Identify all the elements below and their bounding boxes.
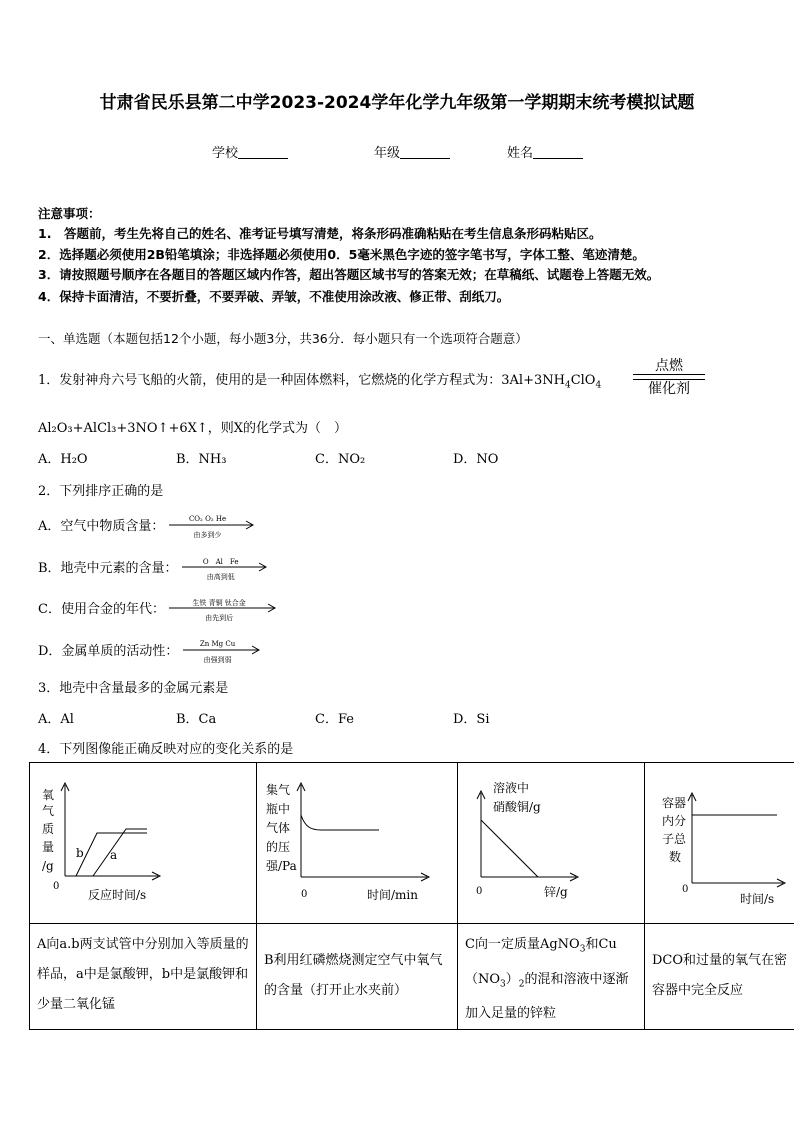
caption-c-sub: 3 xyxy=(579,944,586,955)
grade-field xyxy=(374,142,450,161)
grade-label: 年级 xyxy=(374,146,401,161)
arrow-top-text: Zn Mg Cu xyxy=(199,639,236,648)
q2-option-c xyxy=(38,598,277,620)
q1-condition-bottom: 催化剂 xyxy=(648,381,690,397)
q2-option-label: D．金属单质的活动性： xyxy=(38,644,179,659)
caption-b: B利用红磷燃烧测定空气中氧气的含量（打开止水夹前） xyxy=(264,953,443,998)
graph-a-ylabel: 量 xyxy=(42,840,55,854)
q2-arrow xyxy=(169,600,277,620)
origin-label: 0 xyxy=(476,886,483,897)
q3-option-c: C．Fe xyxy=(315,712,354,727)
graph-a-ylabel: 气 xyxy=(42,804,55,818)
q4-stem: 4．下列图像能正确反映对应的变化关系的是 xyxy=(38,742,294,757)
q3-option-d: D．Si xyxy=(453,712,490,727)
caption-d-cell xyxy=(645,924,794,1030)
q2-option-d xyxy=(38,640,261,662)
graph-c-cell xyxy=(458,763,645,924)
school-label: 学校 xyxy=(212,146,239,161)
q3-option-b: B．Ca xyxy=(176,712,217,727)
q1-stem-text: 1．发射神舟六号飞船的火箭，使用的是一种固体燃料，它燃烧的化学方程式为：3Al+3NH xyxy=(38,373,565,388)
arrow-bottom-text: 由高到低 xyxy=(206,572,235,581)
name-label: 姓名 xyxy=(507,146,534,161)
graph-a-ylabel: /g xyxy=(42,859,54,873)
graph-a xyxy=(30,763,256,919)
graph-c-xlabel: 锌/g xyxy=(544,885,568,899)
curve-a-label: a xyxy=(110,848,118,862)
q1-stem xyxy=(38,369,601,391)
origin-label: 0 xyxy=(682,884,689,895)
q2-arrow xyxy=(169,514,255,539)
caption-a-cell xyxy=(30,924,257,1030)
q2-arrow xyxy=(182,559,268,579)
q1-line2: Al₂O₃+AlCl₃+3NO↑+6X↑，则X的化学式为（ ） xyxy=(38,421,348,436)
grade-blank xyxy=(400,146,450,159)
arrow-bottom-text: 由先到后 xyxy=(205,613,234,622)
q3-option-a: A．Al xyxy=(38,712,74,727)
caption-c-text: 的混和溶液中逐渐加入足量的锌粒 xyxy=(465,971,629,1022)
q1-sub: 4 xyxy=(595,380,602,391)
graph-d-ylabel: 内分 xyxy=(662,814,687,828)
q1-option-c: C．NO₂ xyxy=(315,452,366,467)
graph-d-xlabel: 时间/s xyxy=(740,892,775,906)
graph-c-ylabel: 硝酸铜/g xyxy=(493,800,541,814)
q2-stem: 2．下列排序正确的是 xyxy=(38,484,164,499)
origin-label: 0 xyxy=(301,889,308,900)
notice-item: 1. 答题前，考生先将自己的姓名、准考证号填写清楚，将条形码准确粘贴在考生信息条形码粘贴区。 xyxy=(38,226,602,241)
q2-option-label: B．地壳中元素的含量： xyxy=(38,561,178,576)
graph-d-cell xyxy=(645,763,794,924)
curve-b-label: b xyxy=(76,846,84,860)
origin-label: 0 xyxy=(53,881,60,892)
q2-arrow xyxy=(183,639,261,664)
graph-a-cell xyxy=(30,763,257,924)
q4-figure-table xyxy=(29,762,794,1030)
copper-nitrate-line xyxy=(481,820,538,877)
school-blank xyxy=(238,146,288,159)
arrow-top-text: 生铁 青铜 钛合金 xyxy=(192,598,246,607)
graph-b-ylabel: 强/Pa xyxy=(266,859,297,873)
graph-b-cell xyxy=(257,763,458,924)
q1-condition-top: 点燃 xyxy=(655,358,683,374)
q1-stem-tail: ClO xyxy=(570,373,596,388)
page-title: 甘肃省民乐县第二中学2023-2024学年化学九年级第一学期期末统考模拟试题 xyxy=(99,93,695,113)
graph-a-ylabel: 质 xyxy=(42,822,55,836)
caption-a: A向a.b两支试管中分别加入等质量的样品，a中是氯酸钾，b中是氯酸钾和少量二氧化锰 xyxy=(37,937,249,1012)
graph-b xyxy=(257,763,457,919)
arrow-bottom-text: 由强到弱 xyxy=(203,655,232,664)
q2-option-b xyxy=(38,557,268,579)
notice-item: 3．请按照题号顺序在各题目的答题区域内作答，超出答题区域书写的答案无效；在草稿纸、试题卷上答题无效。 xyxy=(38,267,660,282)
caption-c-cell xyxy=(458,924,645,1030)
name-field xyxy=(507,142,583,161)
caption-c-sub: 3 xyxy=(500,979,506,990)
notice-item: 4．保持卡面清洁，不要折叠，不要弄破、弄皱，不准使用涂改液、修正带、刮纸刀。 xyxy=(38,289,510,304)
graph-c xyxy=(458,763,644,919)
graph-b-ylabel: 气体 xyxy=(266,821,291,835)
q3-stem: 3．地壳中含量最多的金属元素是 xyxy=(38,681,229,696)
caption-c xyxy=(458,924,644,1029)
graph-b-ylabel: 的压 xyxy=(266,840,291,854)
notice-item: 2．选择题必须使用2B铅笔填涂；非选择题必须使用0．5毫米黑色字迹的签字笔书写，字体工整、笔迹清楚。 xyxy=(38,247,645,262)
q1-option-d: D．NO xyxy=(453,452,499,467)
arrow-top-text: O Al Fe xyxy=(202,557,239,566)
graph-d xyxy=(645,763,794,919)
graph-b-ylabel: 瓶中 xyxy=(266,802,291,816)
graph-a-ylabel: 氧 xyxy=(42,788,55,802)
q2-option-label: A．空气中物质含量： xyxy=(38,519,165,534)
graph-d-ylabel: 子总 xyxy=(662,832,687,846)
name-blank xyxy=(533,146,583,159)
caption-b-cell xyxy=(257,924,458,1030)
graph-b-xlabel: 时间/min xyxy=(367,888,418,902)
pressure-curve xyxy=(301,815,379,830)
graph-c-ylabel: 溶液中 xyxy=(493,781,530,795)
q2-option-a xyxy=(38,515,255,537)
graph-a-xlabel: 反应时间/s xyxy=(88,888,147,902)
q1-sub: 4 xyxy=(564,380,571,391)
q2-option-label: C．使用合金的年代： xyxy=(38,602,165,617)
caption-c-sub: 2 xyxy=(518,979,525,990)
graph-d-ylabel: 数 xyxy=(669,850,682,864)
notice-heading: 注意事项： xyxy=(38,206,101,221)
caption-c-text: ） xyxy=(505,971,519,987)
arrow-top-text: CO₂ O₂ He xyxy=(188,514,227,523)
arrow-bottom-text: 由多到少 xyxy=(193,530,222,539)
section-heading: 一、单选题（本题包括12个小题，每小题3分，共36分．每小题只有一个选项符合题意） xyxy=(38,331,528,346)
q1-option-b: B．NH₃ xyxy=(176,452,227,467)
caption-d: DCO和过量的氧气在密容器中完全反应 xyxy=(652,953,788,998)
caption-c-text: 和Cu（NO xyxy=(465,937,617,987)
q1-option-a: A．H₂O xyxy=(38,452,88,467)
graph-b-ylabel: 集气 xyxy=(266,783,291,797)
school-field xyxy=(212,142,288,161)
graph-d-ylabel: 容器 xyxy=(662,796,687,810)
caption-c-text: C向一定质量AgNO xyxy=(465,937,580,952)
curve-a xyxy=(93,829,147,876)
